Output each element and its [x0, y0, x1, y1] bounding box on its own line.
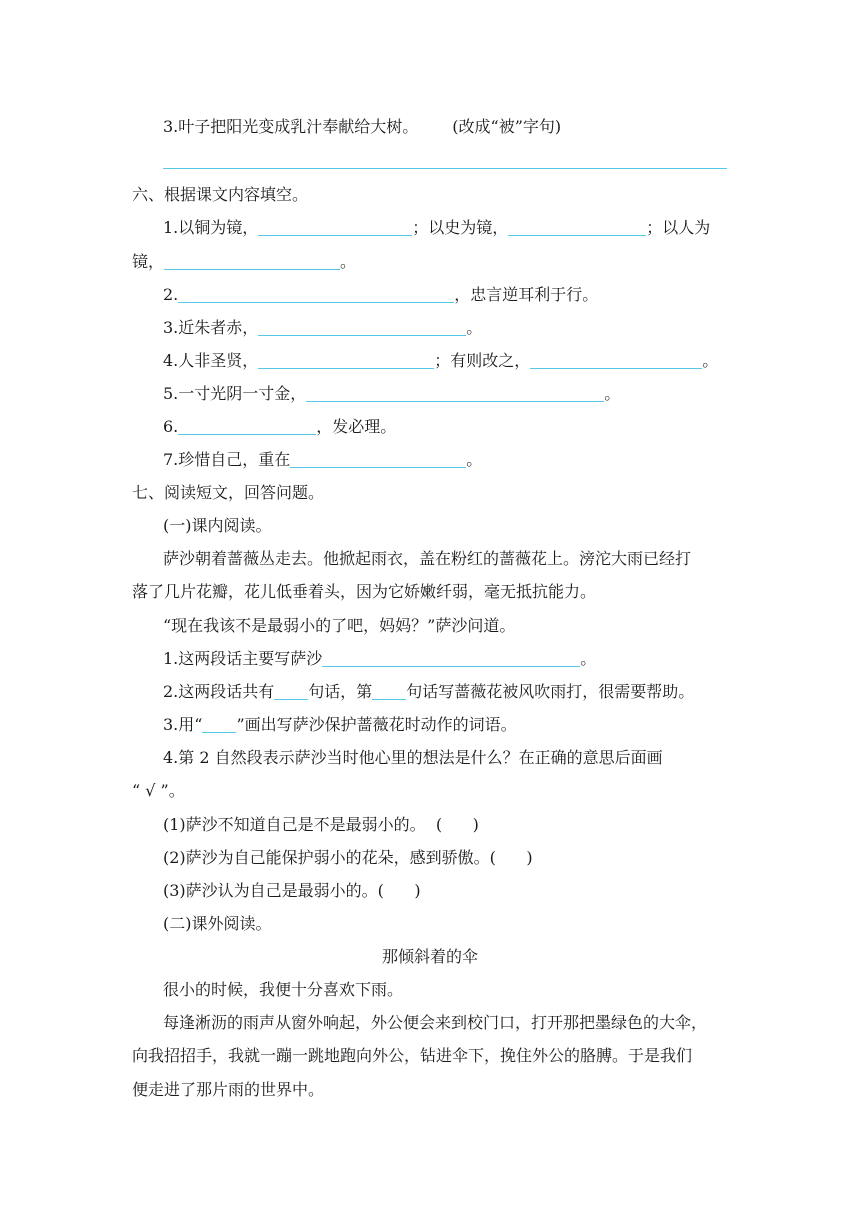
passage-line: 落了几片花瓣，花儿低垂着头，因为它娇嫩纤弱，毫无抵抗能力。 [132, 582, 597, 601]
fill-item-2: 2. ，忠言逆耳利于行。 [163, 285, 599, 304]
part-1-heading: (一)课内阅读。 [163, 516, 272, 535]
story-line: 便走进了那片雨的世界中。 [132, 1080, 325, 1099]
story-line: 每逢淅沥的雨声从窗外响起，外公便会来到校门口，打开那把墨绿色的大伞， [163, 1013, 708, 1032]
question-3-text: 3.叶子把阳光变成乳汁奉献给大树。 [163, 117, 419, 136]
fill-item-1: 1.以铜为镜， ；以史为镜， ；以人为 [163, 218, 711, 237]
part-2-heading: (二)课外阅读。 [163, 914, 272, 933]
fill-item-1-cont: 镜， 。 [132, 252, 357, 271]
fill-blank[interactable] [258, 219, 412, 236]
fill-blank[interactable] [530, 352, 702, 369]
underline-sample [202, 716, 236, 733]
fill-blank[interactable] [290, 451, 466, 468]
reading-question-2: 2.这两段话共有 句话，第 句话写蔷薇花被风吹雨打，很需要帮助。 [163, 682, 695, 701]
answer-line[interactable] [163, 168, 727, 169]
story-line: 向我招招手，我就一蹦一跳地跑向外公，钻进伞下，挽住外公的胳膊。于是我们 [132, 1046, 693, 1065]
question-3-instruction: (改成“被”字句) [452, 117, 562, 136]
option-2[interactable]: (2)萨沙为自己能保护弱小的花朵，感到骄傲。( ) [163, 848, 533, 867]
fill-blank[interactable] [178, 286, 454, 303]
passage-line: 萨沙朝着蔷薇丛走去。他掀起雨衣，盖在粉红的蔷薇花上。滂沱大雨已经打 [163, 549, 692, 568]
fill-item-6: 6. ，发必理。 [163, 417, 397, 436]
reading-question-4: 4.第 2 自然段表示萨沙当时他心里的想法是什么？在正确的意思后面画 [163, 748, 663, 767]
fill-item-5: 5.一寸光阴一寸金， 。 [163, 384, 621, 403]
fill-blank[interactable] [322, 650, 580, 667]
question-3 [163, 117, 561, 137]
fill-blank[interactable] [508, 219, 646, 236]
fill-blank[interactable] [274, 683, 308, 700]
fill-blank[interactable] [178, 418, 316, 435]
reading-question-4-cont: “ √ ”。 [132, 781, 185, 800]
reading-question-1: 1.这两段话主要写萨沙 。 [163, 649, 597, 668]
fill-blank[interactable] [306, 385, 604, 402]
section-6-heading: 六、根据课文内容填空。 [132, 185, 309, 204]
section-7-heading: 七、阅读短文，回答问题。 [132, 483, 325, 502]
fill-blank[interactable] [258, 352, 434, 369]
fill-item-4: 4.人非圣贤， ；有则改之， 。 [163, 351, 719, 370]
option-3[interactable]: (3)萨沙认为自己是最弱小的。( ) [163, 881, 421, 900]
fill-item-3: 3.近朱者赤， 。 [163, 318, 483, 337]
reading-question-3: 3.用“ ”画出写萨沙保护蔷薇花时动作的词语。 [163, 715, 517, 734]
story-line: 很小的时候，我便十分喜欢下雨。 [163, 980, 404, 999]
fill-item-7: 7.珍惜自己，重在 。 [163, 450, 483, 469]
fill-blank[interactable] [372, 683, 406, 700]
story-title: 那倾斜着的伞 [381, 947, 478, 966]
fill-blank[interactable] [258, 319, 466, 336]
fill-blank[interactable] [164, 253, 340, 270]
option-1[interactable]: (1)萨沙不知道自己是不是最弱小的。 ( ) [163, 815, 479, 834]
passage-line: “现在我该不是最弱小的了吧，妈妈？”萨沙问道。 [163, 616, 516, 635]
